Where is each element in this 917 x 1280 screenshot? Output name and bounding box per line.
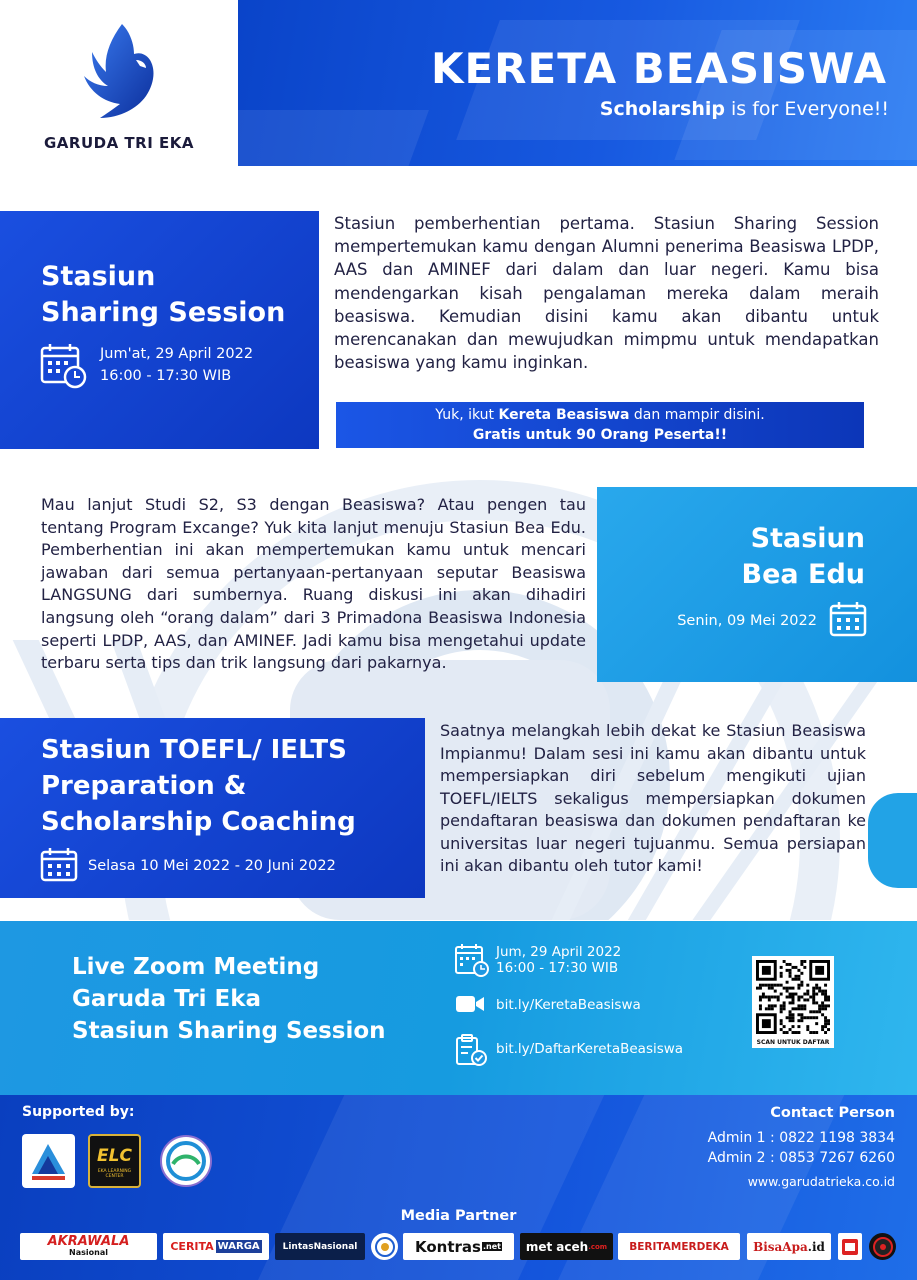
page-title: KERETA BEASISWA (430, 44, 887, 93)
station1-cta-banner (336, 402, 864, 448)
clipboard-check-icon (454, 1034, 488, 1066)
warga-text: WARGA (217, 1241, 260, 1252)
station3-title-line2: Preparation & (41, 771, 247, 801)
station-bea-edu-card (597, 487, 917, 682)
station3-title-line1: Stasiun TOEFL/ IELTS (41, 735, 347, 765)
calendar-icon (40, 848, 78, 882)
mountain-emblem-icon (22, 1134, 75, 1188)
video-camera-icon (455, 994, 485, 1014)
aceh-text: aceh (556, 1239, 589, 1254)
supported-by-label: Supported by: (22, 1104, 135, 1120)
garuda-logo-icon (82, 20, 158, 120)
round-dark-media-icon (872, 1236, 894, 1258)
supporter-logo-elc (88, 1134, 141, 1188)
calendar-clock-icon (454, 943, 490, 977)
zoom-date: Jum, 29 April 2022 (496, 944, 622, 960)
akrawala-text: AKRAWALA (47, 1233, 130, 1249)
bisaapa-text: BisaApa (753, 1239, 808, 1254)
media-logo-metroaceh (520, 1233, 613, 1260)
cta-line1 (336, 405, 864, 425)
media-logo-lintas-nasional (275, 1233, 365, 1260)
elc-logo-text: ELC (97, 1146, 132, 1166)
media-logo-round (371, 1233, 398, 1260)
cta-line2-text: Gratis untuk 90 Orang Peserta!! (472, 427, 728, 443)
admin2-contact: Admin 2 : 0853 7267 6260 (707, 1150, 895, 1166)
media-logo-kontras (403, 1233, 514, 1260)
cta-line2 (336, 425, 864, 445)
subtitle-bold: Scholarship (599, 98, 725, 120)
register-link[interactable]: bit.ly/DaftarKeretaBeasiswa (496, 1041, 684, 1057)
cerita-text: CERITA (170, 1240, 214, 1253)
zoom-title (72, 951, 452, 1047)
kontras-suffix: .net (482, 1242, 501, 1251)
zoom-link[interactable]: bit.ly/KeretaBeasiswa (496, 997, 641, 1013)
bisaapa-suffix: .id (807, 1239, 825, 1254)
page-subtitle (600, 98, 889, 120)
cta-pre: Yuk, ikut (435, 407, 499, 423)
round-media-icon (374, 1236, 396, 1258)
side-decoration (868, 793, 917, 888)
header-banner (238, 0, 917, 166)
logo-area (0, 0, 238, 166)
zoom-title-line2: Garuda Tri Eka (72, 986, 262, 1012)
contact-person-title: Contact Person (770, 1105, 895, 1121)
station3-date: Selasa 10 Mei 2022 - 20 Juni 2022 (88, 858, 336, 874)
station3-title-line3: Scholarship Coaching (41, 807, 356, 837)
admin1-contact: Admin 1 : 0822 1198 3834 (707, 1130, 895, 1146)
supporter-logo-3 (159, 1134, 212, 1188)
qr-label: SCAN UNTUK DAFTAR (752, 1038, 834, 1048)
media-logo-cerita-warga (163, 1233, 269, 1260)
media-partner-title: Media Partner (400, 1208, 517, 1224)
station-sharing-session-card (0, 211, 319, 449)
cta-bold: Kereta Beasiswa (498, 407, 630, 423)
akrawala-subtext: Nasional (69, 1247, 108, 1257)
kontras-text: Kontras (415, 1237, 481, 1256)
station3-description: Saatnya melangkah lebih dekat ke Stasiun Beasiswa Impianmu! Dalam sesi ini kamu akan dibantu untuk mempersiapkan diri sebelum mengikuti ujian TOEFL/IELTS sekaligus mempersiapkan dokumen pendaftaran beasiswa dan dokumen pendaftaran ke universitas luar negeri tujuanmu. Semua persiapan ini akan dibantu oleh tutor kami! (440, 721, 866, 875)
circle-emblem-icon (159, 1134, 213, 1188)
lintas-nasional-text: LintasNasional (282, 1241, 358, 1252)
station1-title-line2: Sharing Session (41, 297, 286, 328)
station1-description: Stasiun pemberhentian pertama. Stasiun Sharing Session mempertemukan kamu dengan Alumni penerima Beasiswa LPDP, AAS dan AMINEF dari dalam dan luar negeri. Kamu bisa mendengarkan kisah pengalaman mereka dalam meraih beasiswa. Kemudian disini kamu akan dibantu untuk merencanakan dan mewujudkan mimpmu untuk mendapatkan beasiswa yang kamu inginkan. (334, 214, 879, 373)
supporter-logo-1 (22, 1134, 75, 1188)
station2-description: Mau lanjut Studi S2, S3 dengan Beasiswa? Atau pengen tau tentang Program Excange? Yuk kita lanjut menuju Stasiun Bea Edu. Pemberhentian ini akan mempertemukan kamu untuk mencari jawaban dari semua pertanyaan-pertanyaan seputar Beasiswa LANGSUNG dari sumbernya. Ruang diskusi ini akan dihadiri langsung oleh “orang dalam” dari 3 Primadona Beasiswa Indonesia seperti LPDP, AAS, dan AMINEF. Jadi kamu bisa mengetahui update terbaru serta tips dan trik langsung dari pakarnya. (41, 495, 586, 673)
station2-title-line1: Stasiun (750, 523, 865, 554)
qr-code[interactable] (752, 956, 834, 1038)
elc-logo-subtext: EKA LEARNING CENTER (97, 1169, 132, 1179)
station1-title-line1: Stasiun (41, 261, 156, 292)
media-logo-bisaapa (747, 1233, 831, 1260)
station2-title-line2: Bea Edu (741, 559, 865, 590)
cta-post: dan mampir disini. (629, 407, 765, 423)
media-logo-berita-merdeka (618, 1233, 740, 1260)
zoom-time: 16:00 - 17:30 WIB (496, 960, 619, 976)
zoom-title-line1: Live Zoom Meeting (72, 954, 320, 980)
station1-date: Jum'at, 29 April 2022 (100, 346, 254, 362)
metroaceh-suffix: .com (588, 1242, 608, 1251)
media-logo-small-2 (869, 1233, 896, 1260)
subtitle-rest: is for Everyone!! (724, 98, 889, 120)
media-logo-small-1 (838, 1233, 862, 1260)
berita-merdeka-text: BERITAMERDEKA (629, 1240, 729, 1253)
station2-date: Senin, 09 Mei 2022 (677, 613, 817, 629)
small-media-icon (841, 1238, 859, 1256)
calendar-clock-icon (40, 343, 88, 389)
zoom-title-line3: Stasiun Sharing Session (72, 1018, 386, 1044)
brand-name: GARUDA TRI EKA (44, 134, 194, 152)
station1-time: 16:00 - 17:30 WIB (100, 368, 232, 384)
website-link[interactable]: www.garudatrieka.co.id (747, 1174, 895, 1189)
qr-code-image (756, 960, 830, 1034)
media-logo-akrawala (20, 1233, 157, 1260)
station-toefl-ielts-card (0, 718, 425, 898)
metro-text: met (525, 1239, 553, 1254)
calendar-icon (829, 601, 867, 637)
